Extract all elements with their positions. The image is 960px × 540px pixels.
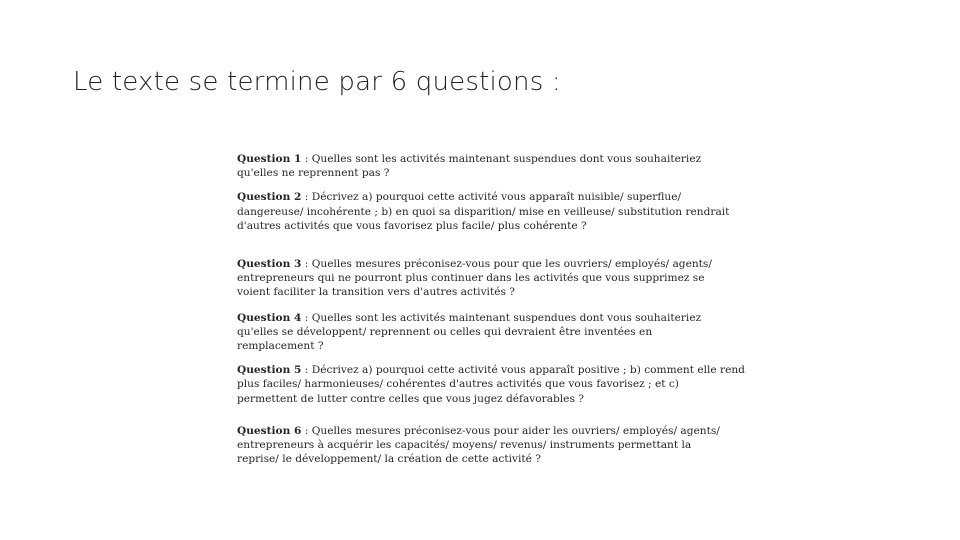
- question-2: [237, 190, 730, 233]
- questions-image: [237, 152, 745, 466]
- question-6-text-line-3: reprise/ le développement/ la création de cette activité ?: [237, 453, 541, 466]
- question-4: [237, 311, 717, 354]
- question-4-text-line-3: remplacement ?: [237, 340, 324, 353]
- question-6-text-line-2: entrepreneurs à acquérir les capacités/ moyens/ revenus/ instruments permettant la: [237, 439, 692, 452]
- question-1-label: Question 1: [237, 153, 302, 165]
- slide-title: Le texte se termine par 6 questions :: [73, 67, 561, 97]
- question-5-text-line-2: plus faciles/ harmonieuses/ cohérentes d'autres activités que vous favorisez ; et c): [237, 378, 679, 391]
- question-3-text-line-1: : Quelles mesures préconisez-vous pour que les ouvriers/ employés/ agents/: [301, 258, 712, 271]
- question-6-label: Question 6: [237, 424, 302, 437]
- question-4-label: Question 4: [237, 311, 302, 324]
- question-6: [237, 424, 720, 467]
- question-2-text-line-1: : Décrivez a) pourquoi cette activité vous apparaît nuisible/ superflue/: [301, 191, 682, 204]
- question-3-text-line-3: voient faciliter la transition vers d'autres activités ?: [237, 286, 515, 299]
- question-5-text-line-3: permettent de lutter contre celles que vous jugez défavorables ?: [237, 392, 584, 405]
- question-4-text-line-1: : Quelles sont les activités maintenant suspendues dont vous souhaiteriez: [301, 311, 702, 324]
- question-5-text-line-1: : Décrivez a) pourquoi cette activité vous apparaît positive ; b) comment elle rend: [301, 364, 745, 377]
- question-3-label: Question 3: [237, 258, 302, 271]
- question-1-text-line-2: qu'elles ne reprennent pas ?: [237, 167, 390, 180]
- question-2-label: Question 2: [237, 191, 302, 204]
- question-6-text-line-1: : Quelles mesures préconisez-vous pour aider les ouvriers/ employés/ agents/: [301, 424, 720, 437]
- question-2-text-line-3: d'autres activités que vous favorisez plus facile/ plus cohérente ?: [237, 219, 587, 232]
- question-5-label: Question 5: [237, 364, 302, 377]
- question-2-text-line-2: dangereuse/ incohérente ; b) en quoi sa disparition/ mise en veilleuse/ substitution rendrait: [237, 205, 730, 218]
- question-3: [237, 257, 717, 300]
- question-1-text-line-1: : Quelles sont les activités maintenant suspendues dont vous souhaiteriez: [301, 153, 702, 165]
- question-5: [237, 363, 745, 406]
- question-1: [237, 152, 717, 180]
- question-3-text-line-2: entrepreneurs qui ne pourront plus continuer dans les activités que vous supprimez se: [237, 272, 705, 285]
- question-4-text-line-2: qu'elles se développent/ reprennent ou celles qui devraient être inventées en: [237, 325, 653, 338]
